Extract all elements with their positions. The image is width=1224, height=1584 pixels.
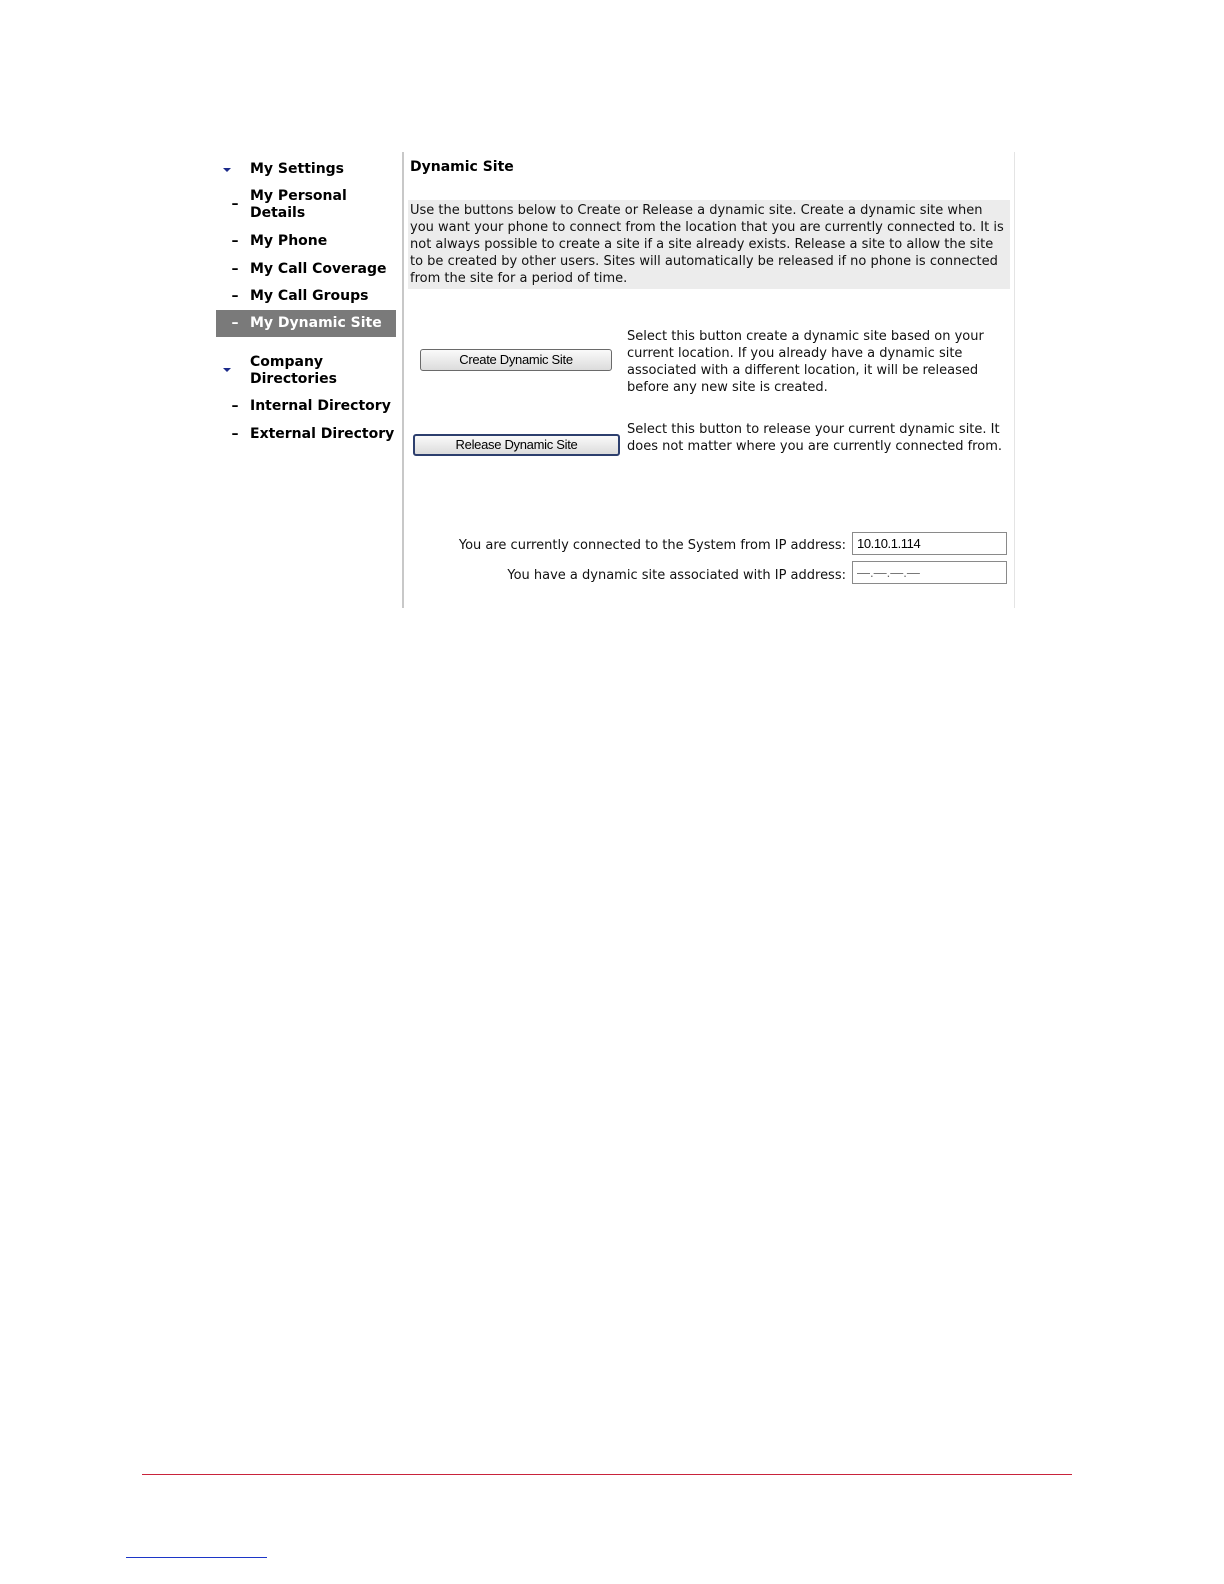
footer-rule <box>142 1474 1072 1475</box>
page-title: Dynamic Site <box>410 159 514 175</box>
sidebar-item-my-dynamic-site[interactable] <box>216 310 396 337</box>
dynamic-ip-field[interactable]: —.—.—.— <box>852 561 1007 584</box>
sidebar-item-label: My Phone <box>250 233 328 249</box>
create-description: Select this button create a dynamic site based on your current location. If you already have a dynamic site associated with a different location, it will be released before any new site is created. <box>627 329 984 395</box>
dash-icon: – <box>231 398 239 414</box>
release-dynamic-site-button[interactable]: Release Dynamic Site <box>413 434 620 456</box>
sidebar-item-label: My Settings <box>250 161 345 177</box>
sidebar-item-label: My Personal Details <box>250 188 347 221</box>
dash-icon: – <box>231 233 239 249</box>
dash-icon: – <box>231 288 239 304</box>
expand-triangle-icon <box>223 168 231 172</box>
release-description: Select this button to release your current dynamic site. It does not matter where you are currently connected from. <box>627 422 1002 454</box>
content-right-border <box>1014 152 1015 608</box>
current-ip-label: You are currently connected to the System from IP address: <box>458 538 846 553</box>
dash-icon: – <box>231 196 239 212</box>
intro-text: Use the buttons below to Create or Release a dynamic site. Create a dynamic site when you want your phone to connect from the location that you are currently connected to. It is not always possible to create a site if a site already exists. Release a site to allow the site to be created by other users. Sites will automatically be released if no phone is connected from the site for a period of time. <box>408 200 1010 289</box>
dash-icon: – <box>231 426 239 442</box>
footer-link-underline <box>126 1557 267 1558</box>
sidebar-item-label: Company Directories <box>250 354 337 387</box>
sidebar-nav <box>216 152 402 608</box>
sidebar-item-label: My Dynamic Site <box>250 315 382 331</box>
sidebar-item-label: Internal Directory <box>250 398 391 414</box>
sidebar-item-label: External Directory <box>250 426 395 442</box>
dash-icon: – <box>231 261 239 277</box>
dash-icon: – <box>231 315 239 331</box>
create-dynamic-site-button[interactable]: Create Dynamic Site <box>420 349 612 371</box>
sidebar-item-label: My Call Coverage <box>250 261 387 277</box>
current-ip-field[interactable]: 10.10.1.114 <box>852 532 1007 555</box>
sidebar-divider <box>402 152 404 608</box>
dynamic-site-screenshot <box>216 152 1080 608</box>
dynamic-ip-label: You have a dynamic site associated with IP address: <box>507 568 846 583</box>
expand-triangle-icon <box>223 368 231 372</box>
sidebar-item-label: My Call Groups <box>250 288 369 304</box>
